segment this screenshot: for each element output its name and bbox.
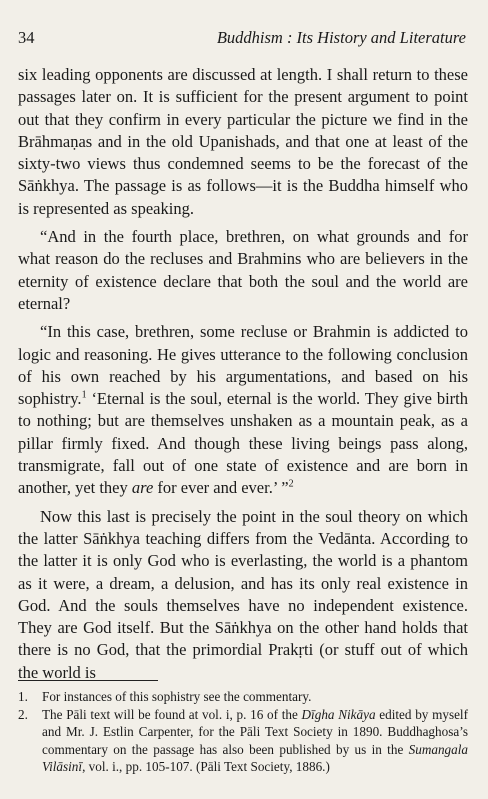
footnote-2-part-a: The Pāli text will be found at vol. i, p. 16 of the — [42, 706, 302, 722]
footnote-ref-2: 2 — [288, 478, 294, 490]
paragraph-1: six leading opponents are discussed at length. I shall return to these passages later on. It is sufficient for the present argument to point out that they confirm in every particular the picture we find in the Brāhmaṇas and in the old Upanishads, and that one at least of the sixty-two views thus condemned seems to be the forecast of the Sāṅkhya. The passage is as follows—it is the Buddha himself who is represented as speaking. — [18, 65, 468, 218]
footnote-ref-1: 1 — [81, 389, 87, 401]
footnote-2-title-b: Sumangala Vilāsinī — [42, 741, 468, 775]
footnote-2-number: 2. — [18, 706, 28, 722]
footnote-2-title-a: Dīgha Nikāya — [301, 706, 376, 722]
paragraph-2: “And in the fourth place, brethren, on what grounds and for what reason do the recluses and Brahmins who are believers in the eternity of existence declare that both the soul and the world are eternal? — [18, 227, 468, 313]
footnote-1-number: 1. — [18, 689, 28, 704]
page-header — [18, 28, 466, 52]
paragraph-3-part-c: for ever and ever.’ ” — [153, 478, 289, 498]
paragraph-3-emphasis: are — [131, 478, 154, 498]
paragraph-3 — [18, 321, 468, 499]
paragraph-3-part-b: ‘Eternal is the soul, eternal is the world. They give birth to nothing; but are themselves unshaken as a mountain peak, as a pillar firmly fixed. And though these living beings pass along, transmigrate, fall out of one state of existence and are born in another, yet they — [18, 389, 468, 498]
footnote-1 — [18, 688, 468, 706]
footnotes — [18, 688, 468, 776]
body-text — [18, 64, 468, 684]
footnote-2-part-c: , vol. i., pp. 105-107. (Pāli Text Society, 1886.) — [82, 759, 330, 775]
paragraph-4: Now this last is precisely the point in the soul theory on which the latter Sāṅkhya teaching differs from the Vedānta. According to the latter it is only God who is everlasting, the world is a phantom as it were, a dream, a delusion, and has its only real existence in God. And the souls themselves have no independent existence. They are God itself. But the Sāṅkhya on the other hand holds that there is no God, that the primordial Prakṛti (or stuff out of which the world is — [18, 506, 468, 682]
running-title: Buddhism : Its History and Literature — [216, 28, 466, 47]
paragraph-3-part-a: “In this case, brethren, some recluse or Brahmin is addicted to logic and reasoning. He gives utterance to the following conclusion of his own reached by his argumentations, and based on his sophistry. — [18, 322, 468, 409]
footnote-2-part-b: edited by myself and Mr. J. Estlin Carpenter, for the Pāli Text Society in 1890. Buddhaghosa’s commentary on the passage has also been published by us in the — [42, 706, 468, 757]
footnote-divider — [18, 680, 158, 681]
page-number: 34 — [18, 28, 35, 47]
footnote-1-text: For instances of this sophistry see the commentary. — [42, 689, 312, 704]
footnote-2 — [18, 706, 468, 776]
